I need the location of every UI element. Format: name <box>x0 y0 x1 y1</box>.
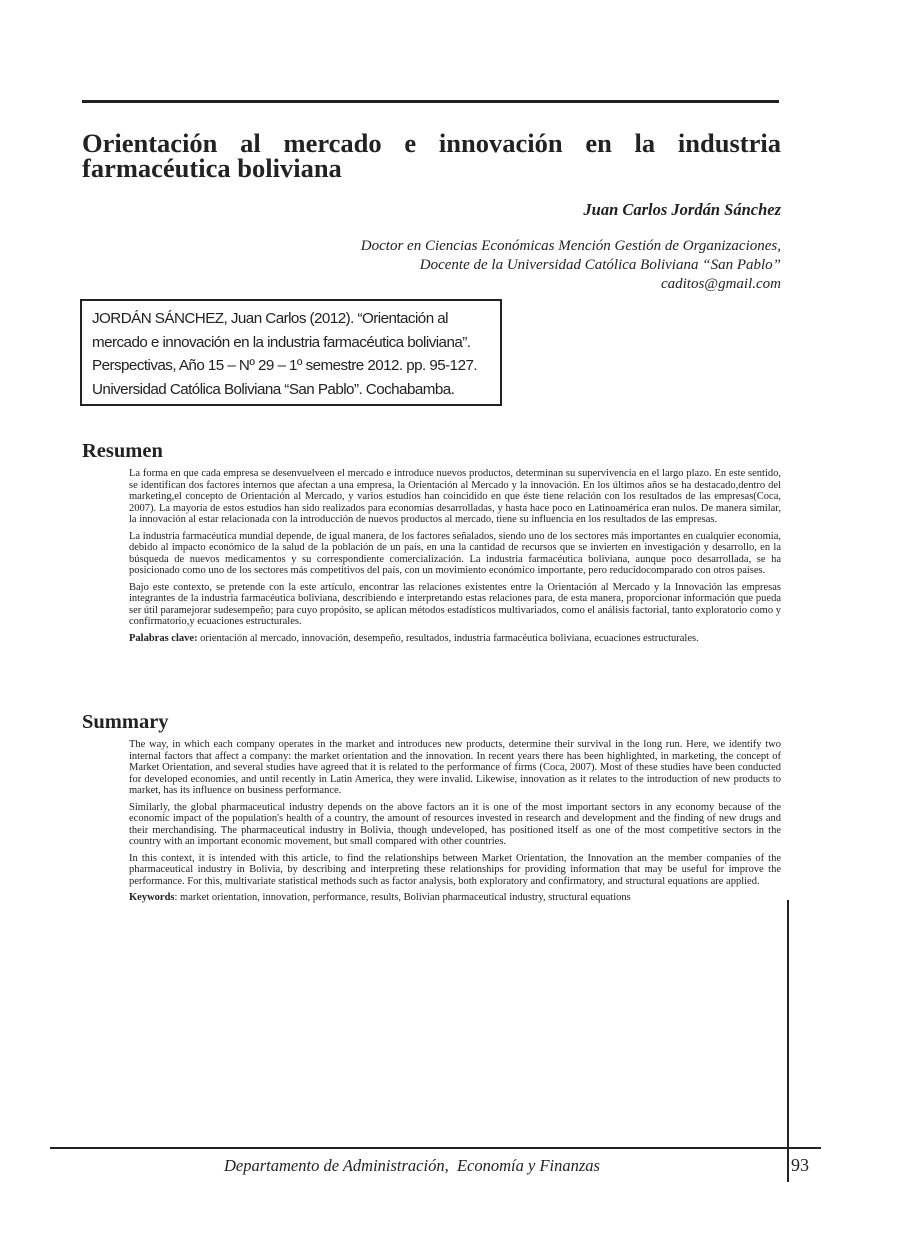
keywords-text: orientación al mercado, innovación, desempeño, resultados, industria farmacéutica boliviana, ecuaciones estructurales. <box>197 632 699 644</box>
author-name: Juan Carlos Jordán Sánchez <box>583 200 781 219</box>
affiliation-university: Docente de la Universidad Católica Boliviana “San Pablo” <box>419 257 781 273</box>
keywords-label: Keywords <box>129 892 175 903</box>
resumen-heading: Resumen <box>82 440 163 462</box>
resumen-body <box>129 468 781 649</box>
keywords-label: Palabras clave: <box>129 632 198 644</box>
footer-department: Departamento de Administración, Economía y Finanzas <box>224 1156 600 1175</box>
summary-body <box>129 739 781 909</box>
affiliation-degree: Doctor en Ciencias Económicas Mención Gestión de Organizaciones, <box>360 238 781 254</box>
summary-paragraph: In this context, it is intended with this article, to find the relationships between Market Orientation, the Innovation an the member companies of the pharmaceutical industry in Bolivia, by describing and interpreting these relationships for providing information that may be useful for improve the performance. For this, multivariate statistical methods such as factor analysis, both exploratory and confirmatory, and structural equations are applied. <box>129 852 781 887</box>
resumen-keywords <box>129 633 781 645</box>
top-rule <box>82 100 779 103</box>
citation-line: JORDÁN SÁNCHEZ, Juan Carlos (2012). “Orientación al <box>92 310 448 327</box>
footer-rule <box>50 1147 821 1149</box>
summary-paragraph: Similarly, the global pharmaceutical industry depends on the above factors an it is one of the most important sectors in any economy because of the economic impact of the population's health of a country, the amount of resources invested in research and development and the finding of new drugs and their merchandising. The pharmaceutical industry in Bolivia, though undeveloped, has positioned itself as one of the most competitive sectors in the country with an important economic movement, but small compared with other countries. <box>129 801 781 847</box>
author-email: caditos@gmail.com <box>660 276 781 292</box>
summary-keywords <box>129 892 781 904</box>
citation-line: mercado e innovación en la industria farmacéutica boliviana”. <box>92 333 471 351</box>
resumen-paragraph: La industria farmacéutica mundial depende, de igual manera, de los factores señalados, siendo uno de los sectores más importantes en cualquier economía, debido al impacto económico de la salud de la población de un país, en una la cantidad de recursos que se invierten en investigación y desarrollo, en la búsqueda de nuevos medicamentos y su correspondiente comercialización. La industria farmacéutica boliviana, aunque poco desarrollada, se ha posicionado como uno de los sectores más competitivos del país, con un movimiento económico importante, pero reducidocomparado con otros países. <box>129 530 781 576</box>
citation-line: Perspectivas, Año 15 – Nº 29 – 1º semestre 2012. pp. 95-127. <box>92 357 478 374</box>
keywords-text: : market orientation, innovation, performance, results, Bolivian pharmaceutical industry, structural equations <box>174 892 631 903</box>
author-affiliation <box>261 237 781 294</box>
citation-line: Universidad Católica Boliviana “San Pablo”. Cochabamba. <box>92 380 455 398</box>
resumen-paragraph: Bajo este contexto, se pretende con la este artículo, encontrar las relaciones existentes entre la Orientación al Mercado y la Innovación las empresas integrantes de la industria farmacéutica boliviana, describiendo e interpretando estas relaciones para, de esta manera, proporcionar información que pueda ser útil paramejorar sudesempeño; para cuyo propósito, se aplican métodos estadísticos multivariados, como el análisis factorial, tanto exploratorio como y confirmatorio,y ecuaciones estructurales. <box>129 581 781 627</box>
summary-heading: Summary <box>82 711 169 733</box>
summary-paragraph: The way, in which each company operates in the market and introduces new products, determine their survival in the long run. Here, we identify two internal factors that affect a company: the market orientation and the innovation. In recent years there has been highlighted, in marketing, the concept of Market Orientation, and several studies have agreed that it is related to the performance of firms (Coca, 2007). Most of these studies have been conducted for developed economies, and until recently in Latin America, they were invalid. Likewise, innovation as it relates to the introduction of new products to market, has its influence on business performance. <box>129 739 781 796</box>
article-title: Orientación al mercado e innovación en la industria farmacéutica boliviana <box>82 128 781 183</box>
margin-vertical-rule <box>787 900 789 1182</box>
page-number: 93 <box>791 1155 809 1175</box>
citation-box <box>80 299 502 406</box>
resumen-paragraph: La forma en que cada empresa se desenvuelveen el mercado e introduce nuevos productos, determinan su supervivencia en el largo plazo. En este sentido, se identifican dos factores internos que afectan a una empresa, la Orientación al Mercado y la innovación. En los últimos años se ha destacado,dentro del marketing,el concepto de Orientación al Mercado, y varios estudios han coincidido en que éste tiene relación con los resultados de las empresas(Coca, 2007). La mayoría de estos estudios han sido realizados para economías desarrolladas, y hasta hace poco en Latinoamérica eran nulos. De manera similar, la innovación al estar relacionada con la introducción de nuevos productos al mercado, tiene su influencia en los resultados de las empresas. <box>129 468 781 525</box>
